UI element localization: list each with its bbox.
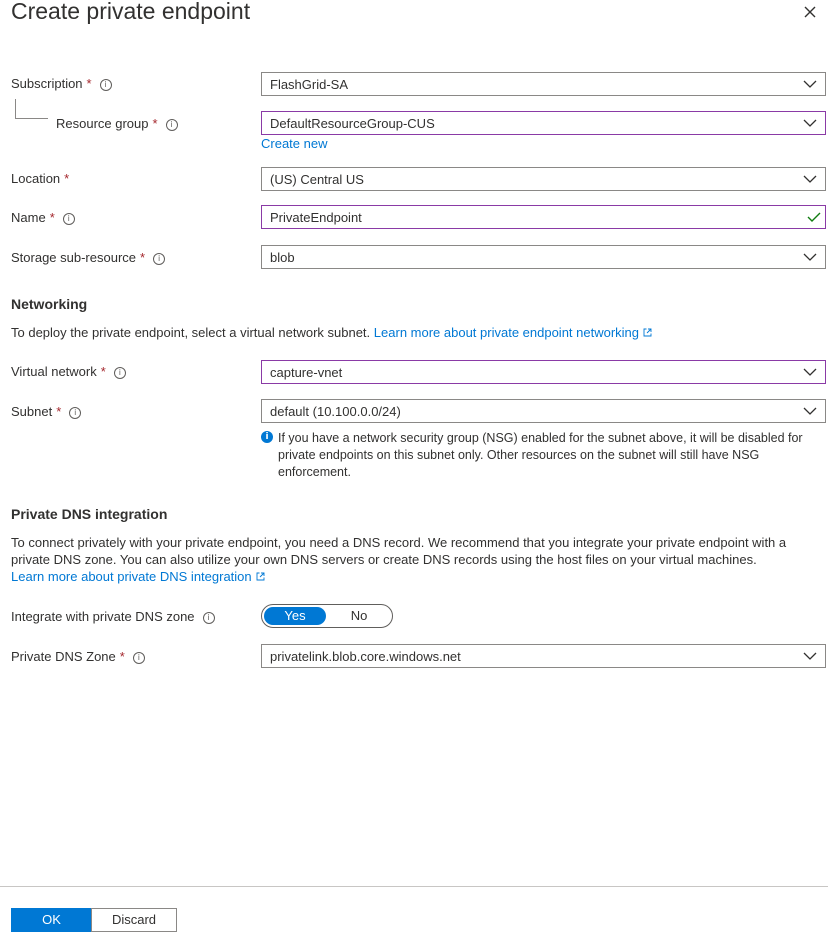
dns-description [11,534,821,585]
virtual-network-label [11,364,126,379]
private-dns-zone-value: privatelink.blob.core.windows.net [270,649,461,664]
name-label-text: Name [11,210,46,225]
subnet-dropdown[interactable] [261,399,826,423]
required-marker: * [100,364,106,379]
footer-divider [0,886,828,887]
location-value: (US) Central US [270,172,364,187]
required-marker: * [119,649,125,664]
info-icon[interactable]: i [114,367,126,379]
networking-description-text: To deploy the private endpoint, select a virtual network subnet. [11,325,371,340]
learn-more-networking-link[interactable] [374,325,652,340]
name-input[interactable] [261,205,826,229]
info-icon[interactable]: i [100,79,112,91]
discard-button[interactable]: Discard [91,908,177,932]
chevron-down-icon [803,366,817,378]
subscription-label-text: Subscription [11,76,83,91]
required-marker: * [49,210,55,225]
checkmark-icon [807,211,821,223]
required-marker: * [56,404,62,419]
private-dns-zone-dropdown[interactable] [261,644,826,668]
toggle-no-option[interactable]: No [350,608,368,623]
resource-group-value: DefaultResourceGroup-CUS [270,116,435,131]
learn-more-dns-text: Learn more about private DNS integration [11,569,252,584]
virtual-network-value: capture-vnet [270,365,343,380]
storage-sub-resource-label-text: Storage sub-resource [11,250,137,265]
info-icon[interactable]: i [153,253,165,265]
external-link-icon [643,328,652,337]
chevron-down-icon [803,78,817,90]
subnet-label-text: Subnet [11,404,53,419]
create-new-link[interactable]: Create new [261,136,328,151]
info-icon[interactable]: i [166,119,178,131]
subscription-value: FlashGrid-SA [270,77,349,92]
resource-group-dropdown[interactable] [261,111,826,135]
location-dropdown[interactable] [261,167,826,191]
info-icon[interactable]: i [69,407,81,419]
subnet-value: default (10.100.0.0/24) [270,404,401,419]
private-dns-zone-label [11,649,145,664]
required-marker: * [140,250,146,265]
toggle-yes-option[interactable]: Yes [264,607,326,625]
virtual-network-label-text: Virtual network [11,364,97,379]
networking-heading: Networking [11,296,88,312]
storage-sub-resource-value: blob [270,250,295,265]
subnet-label [11,404,81,419]
ok-button[interactable]: OK [11,908,92,932]
chevron-down-icon [803,405,817,417]
chevron-down-icon [803,650,817,662]
info-icon[interactable]: i [133,652,145,664]
close-icon[interactable] [800,2,820,22]
subscription-label [11,76,112,91]
chevron-down-icon [803,173,817,185]
dns-description-text: To connect privately with your private endpoint, you need a DNS record. We recommend that you integrate your private endpoint with a private DNS zone. You can also utilize your own DNS servers or create DNS records using the host files on your virtual machines. [11,535,787,567]
nsg-info-text: If you have a network security group (NSG) enabled for the subnet above, it will be disabled for private endpoints on this subnet only. Other resources on the subnet will still have NSG enforcement. [278,431,803,479]
info-filled-icon: i [261,431,273,443]
learn-more-dns-link[interactable] [11,569,265,584]
external-link-icon [256,572,265,581]
chevron-down-icon [803,251,817,263]
info-icon[interactable]: i [203,612,215,624]
dns-heading: Private DNS integration [11,506,168,522]
storage-sub-resource-label [11,250,165,265]
learn-more-networking-text: Learn more about private endpoint networking [373,325,640,340]
integrate-dns-label [11,609,215,624]
page-title: Create private endpoint [11,0,251,24]
subscription-dropdown[interactable] [261,72,826,96]
required-marker: * [64,171,70,186]
private-dns-zone-label-text: Private DNS Zone [11,649,116,664]
info-icon[interactable]: i [63,213,75,225]
required-marker: * [86,76,92,91]
integrate-dns-toggle[interactable] [261,604,393,628]
name-label [11,210,75,225]
storage-sub-resource-dropdown[interactable] [261,245,826,269]
location-label-text: Location [11,171,61,186]
name-value: PrivateEndpoint [270,210,362,225]
integrate-dns-label-text: Integrate with private DNS zone [11,609,195,624]
resource-group-label [56,116,178,131]
chevron-down-icon [803,117,817,129]
location-label [11,171,69,186]
tree-connector [15,99,48,119]
resource-group-label-text: Resource group [56,116,149,131]
virtual-network-dropdown[interactable] [261,360,826,384]
required-marker: * [152,116,158,131]
networking-description [11,324,652,341]
